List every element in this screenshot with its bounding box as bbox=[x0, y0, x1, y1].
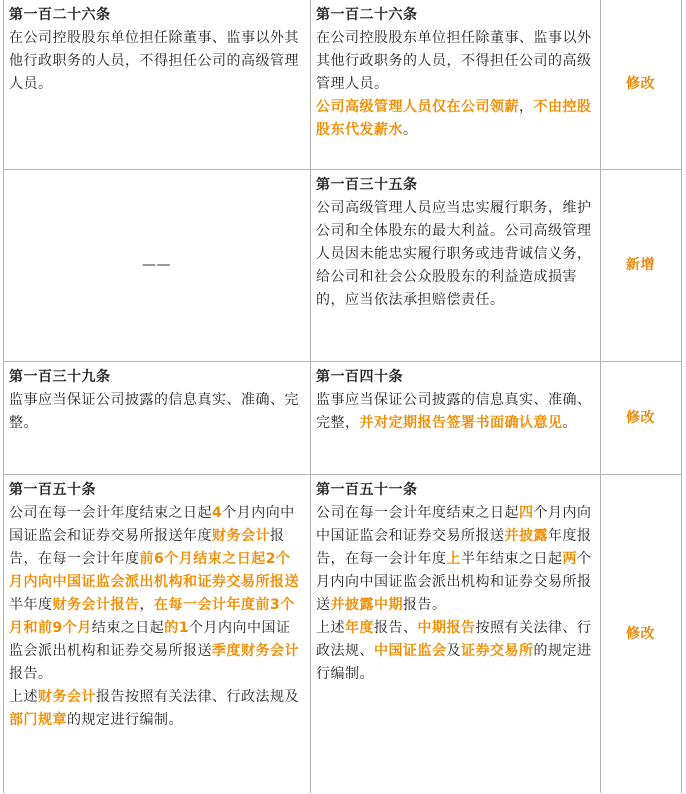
new-clause-text bbox=[316, 389, 594, 435]
old-clause-cell bbox=[4, 0, 311, 170]
clause-text-run: 个月内向中国证监会派出机构和证券交易所报送 bbox=[316, 551, 592, 613]
new-clause-title: 第一百五十一条 bbox=[316, 482, 418, 498]
highlighted-text: 并披露 bbox=[504, 528, 548, 544]
old-clause-cell bbox=[4, 475, 311, 794]
highlighted-text: 中国证监会 bbox=[374, 643, 447, 659]
highlighted-text: 不由控股股东代发薪水 bbox=[316, 99, 592, 138]
highlighted-text: 公司高级管理人员仅在公司领薪 bbox=[316, 99, 519, 115]
new-clause-text bbox=[316, 502, 594, 686]
clause-text-run: 公司在每一会计年度结束之日起 bbox=[316, 505, 519, 521]
clause-text-run: 在公司控股股东单位担任除董事、监事以外其他行政职务的人员，不得担任公司的高级管理人员。 bbox=[9, 30, 299, 92]
old-clause-title: 第一百三十九条 bbox=[9, 369, 111, 385]
clause-text-run: 报告。 bbox=[403, 597, 447, 613]
new-clause-title: 第一百二十六条 bbox=[316, 7, 418, 23]
highlighted-text: 前6个月结束之日起2个月内向中国证监会派出机构和证券交易所报送 bbox=[9, 551, 299, 590]
highlighted-text: 季度财务会计 bbox=[212, 643, 299, 659]
clause-text-run: 报告。 bbox=[9, 666, 53, 682]
new-clause-text bbox=[316, 27, 594, 142]
old-clause-cell bbox=[4, 170, 311, 362]
highlighted-text: 中期报告 bbox=[417, 620, 476, 636]
highlighted-text: 在每一会计年度前3个月和前9个月 bbox=[9, 597, 295, 636]
highlighted-text: 财务会计 bbox=[212, 528, 270, 544]
change-type-label: 修改 bbox=[626, 625, 655, 642]
clause-text-run: 个月内向中国证监会派出机构和证券交易所报送 bbox=[9, 620, 291, 659]
clause-text-run: 报告按照有关法律、行政法规及 bbox=[96, 689, 299, 705]
clause-text-run: 上述 bbox=[316, 620, 345, 636]
clause-text-run: 上述 bbox=[9, 689, 38, 705]
comparison-table bbox=[3, 0, 682, 793]
table-row bbox=[4, 362, 682, 475]
change-type-cell bbox=[601, 0, 682, 170]
highlighted-text: 证券交易所 bbox=[461, 643, 534, 659]
new-clause-cell bbox=[311, 170, 601, 362]
clause-text-run: 。 bbox=[562, 415, 577, 431]
clause-text-run: 个月内向中国证监会和证券交易所报送年度 bbox=[9, 505, 295, 544]
new-clause-cell bbox=[311, 362, 601, 475]
clause-text-run: 按照有关法律、行政法规、 bbox=[316, 620, 592, 659]
table-row bbox=[4, 170, 682, 362]
clause-text-run: 公司高级管理人员应当忠实履行职务，维护公司和全体股东的最大利益。公司高级管理人员因未能忠实履行职务或违背诚信义务，给公司和社会公众股股东的利益造成损害的，应当依法承担赔偿责任。 bbox=[316, 200, 592, 308]
clause-text-run: 个月内向中国证监会和证券交易所报送 bbox=[316, 505, 592, 544]
clause-text-run: 监事应当保证公司披露的信息真实、准确、完整。 bbox=[9, 392, 299, 431]
clause-text-run: 半年结束之日起 bbox=[461, 551, 563, 567]
old-clause-cell bbox=[4, 362, 311, 475]
empty-placeholder: —— bbox=[142, 257, 171, 273]
highlighted-text: 的1 bbox=[164, 620, 189, 636]
highlighted-text: 财务会计报告 bbox=[52, 597, 140, 613]
clause-text-run: 半年度 bbox=[9, 597, 53, 613]
old-clause-title: 第一百二十六条 bbox=[9, 7, 111, 23]
old-clause-title: 第一百五十条 bbox=[9, 482, 96, 498]
new-clause-cell bbox=[311, 475, 601, 794]
clause-text-run: ， bbox=[519, 99, 534, 115]
clause-text-run: 及 bbox=[446, 643, 461, 659]
change-type-label: 新增 bbox=[626, 257, 655, 273]
clause-text-run: 年度报告，在每一会计年度 bbox=[316, 528, 592, 567]
change-type-cell bbox=[601, 170, 682, 362]
highlighted-text: 并披露中期 bbox=[330, 597, 403, 613]
clause-text-run: ， bbox=[139, 597, 154, 613]
clause-text-run: 报告、 bbox=[374, 620, 418, 636]
highlighted-text: 两 bbox=[562, 551, 577, 567]
change-type-label: 修改 bbox=[626, 409, 655, 426]
clause-text-run: 的规定进行编制。 bbox=[316, 643, 592, 682]
old-clause-text bbox=[9, 502, 304, 732]
old-clause-text bbox=[9, 389, 304, 435]
new-clause-cell bbox=[311, 0, 601, 170]
clause-text-run: 的规定进行编制。 bbox=[67, 712, 183, 728]
change-type-cell bbox=[601, 475, 682, 794]
highlighted-text: 4 bbox=[212, 505, 223, 521]
highlighted-text: 财务会计 bbox=[38, 689, 96, 705]
clause-text-run: 结束之日起 bbox=[91, 620, 165, 636]
highlighted-text: 上 bbox=[446, 551, 461, 567]
table-row bbox=[4, 475, 682, 794]
highlighted-text: 年度 bbox=[345, 620, 374, 636]
clause-text-run: 在公司控股股东单位担任除董事、监事以外其他行政职务的人员，不得担任公司的高级管理人员。 bbox=[316, 30, 592, 92]
highlighted-text: 部门规章 bbox=[9, 712, 67, 728]
clause-text-run: 。 bbox=[403, 122, 418, 138]
clause-text-run: 公司在每一会计年度结束之日起 bbox=[9, 505, 212, 521]
highlighted-text: 并对定期报告签署书面确认意见 bbox=[359, 415, 563, 431]
clause-text-run: 报告，在每一会计年度 bbox=[9, 528, 285, 567]
highlighted-text: 四 bbox=[519, 505, 534, 521]
clause-text-run: 监事应当保证公司披露的信息真实、准确、完整， bbox=[316, 392, 592, 431]
change-type-label: 修改 bbox=[626, 76, 655, 92]
table-row bbox=[4, 0, 682, 170]
change-type-cell bbox=[601, 362, 682, 475]
new-clause-title: 第一百四十条 bbox=[316, 369, 403, 385]
new-clause-text bbox=[316, 197, 594, 312]
old-clause-text bbox=[9, 27, 304, 96]
new-clause-title: 第一百三十五条 bbox=[316, 177, 418, 193]
